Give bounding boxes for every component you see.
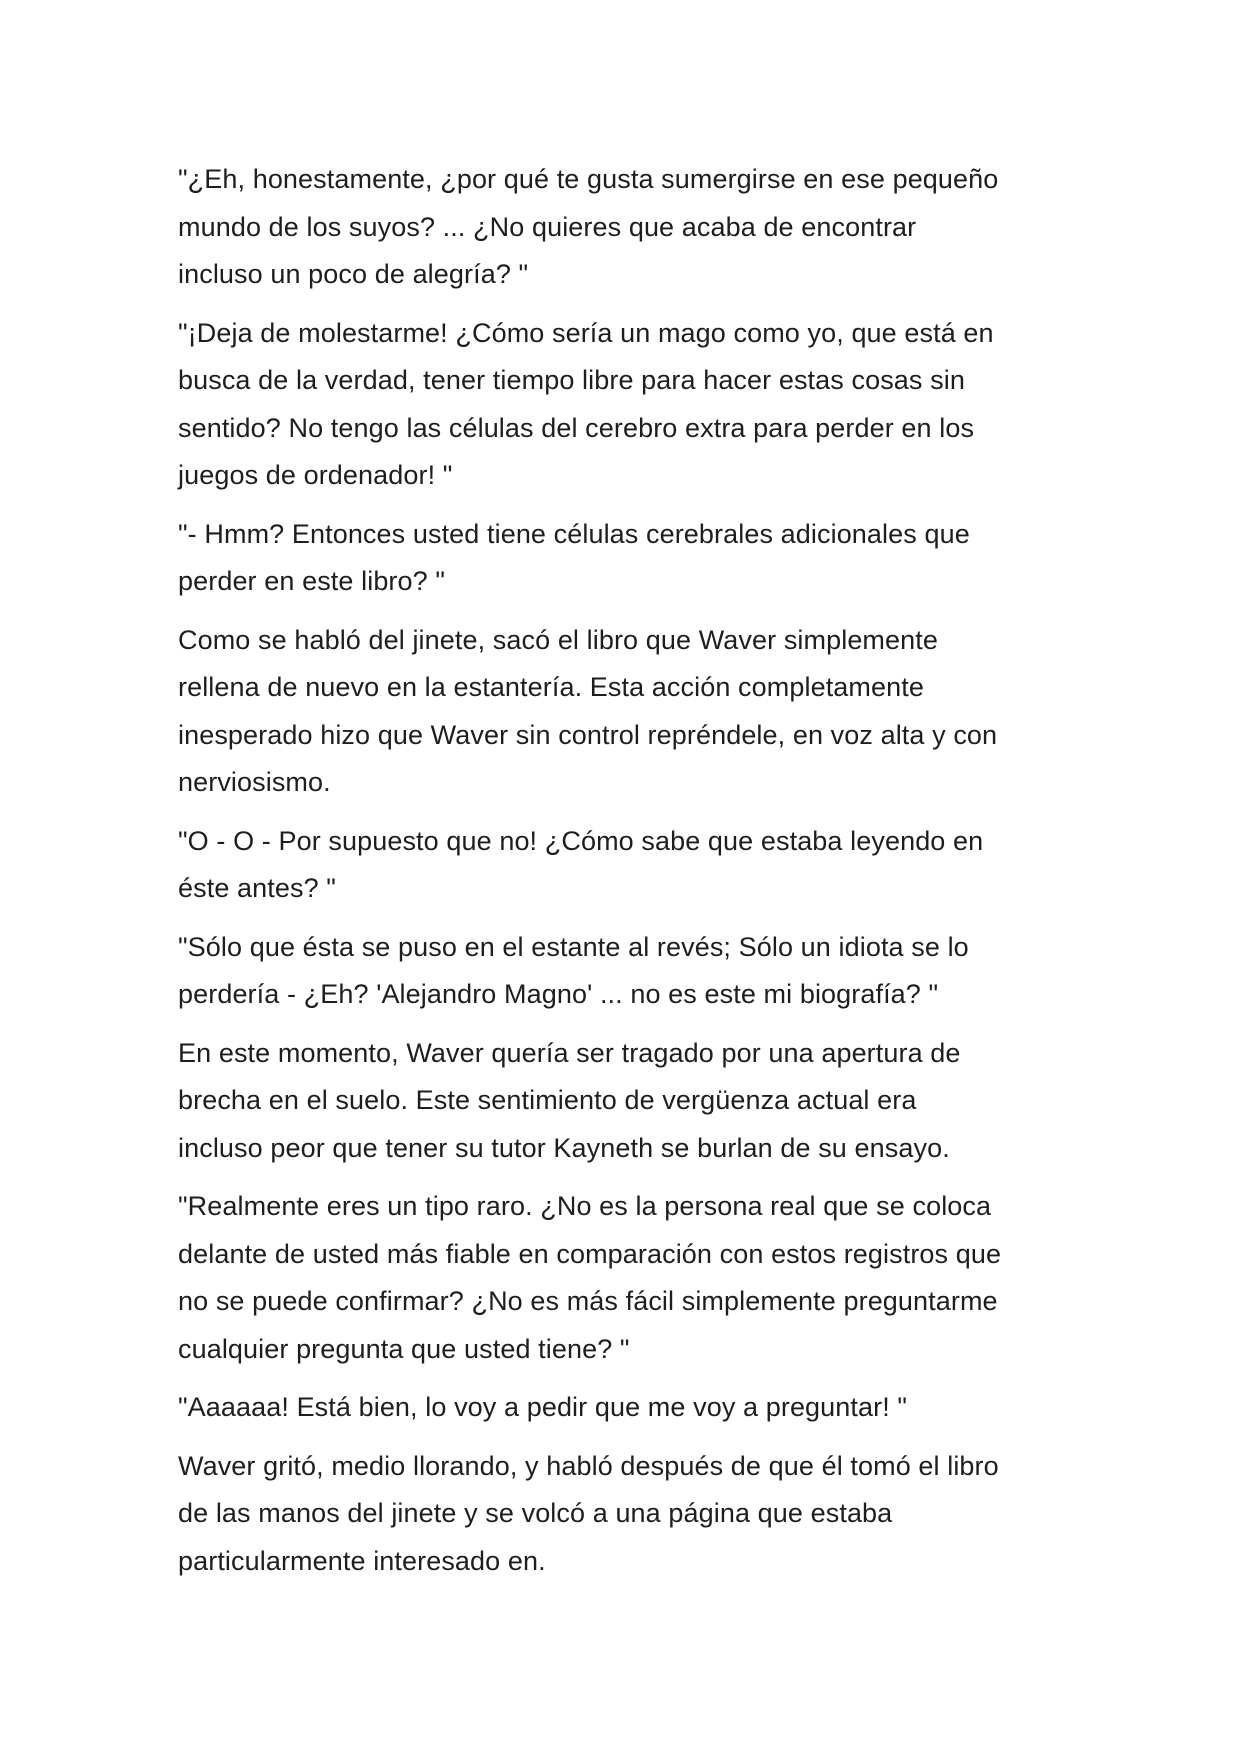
text-line: "¡Deja de molestarme! ¿Cómo sería un mago como yo, que está en xyxy=(178,317,994,348)
text-line: "¿Eh, honestamente, ¿por qué te gusta sumergirse en ese pequeño xyxy=(178,164,999,194)
text-line: delante de usted más fiable en comparación con estos registros que xyxy=(178,1238,1002,1269)
document-body xyxy=(178,156,1078,1596)
paragraph-2 xyxy=(178,310,1078,500)
text-line: de las manos del jinete y se volcó a una página que estaba xyxy=(178,1498,893,1528)
paragraph-8 xyxy=(178,1183,1078,1373)
paragraph-1 xyxy=(178,156,1078,299)
text-line: cualquier pregunta que usted tiene? " xyxy=(178,1333,630,1364)
paragraph-3 xyxy=(178,511,1078,606)
paragraph-10 xyxy=(178,1443,1078,1586)
text-line: mundo de los suyos? ... ¿No quieres que acaba de encontrar xyxy=(178,211,917,242)
text-line: éste antes? " xyxy=(178,873,336,903)
text-line: En este momento, Waver quería ser tragado por una apertura de xyxy=(178,1037,961,1068)
text-line: inesperado hizo que Waver sin control repréndele, en voz alta y con xyxy=(178,719,998,750)
paragraph-6 xyxy=(178,924,1078,1019)
text-line: particularmente interesado en. xyxy=(178,1545,546,1576)
text-line: "O - O - Por supuesto que no! ¿Cómo sabe que estaba leyendo en xyxy=(178,825,984,856)
paragraph-4 xyxy=(178,617,1078,807)
paragraph-9 xyxy=(178,1384,1078,1432)
text-line: "Aaaaaa! Está bien, lo voy a pedir que me voy a preguntar! " xyxy=(178,1392,908,1422)
text-line: no se puede confirmar? ¿No es más fácil simplemente preguntarme xyxy=(178,1286,998,1316)
text-line: busca de la verdad, tener tiempo libre para hacer estas cosas sin xyxy=(178,365,965,395)
text-line: "Realmente eres un tipo raro. ¿No es la persona real que se coloca xyxy=(178,1191,992,1221)
text-line: Waver gritó, medio llorando, y habló después de que él tomó el libro xyxy=(178,1450,999,1481)
text-line: nerviosismo. xyxy=(178,767,331,797)
paragraph-5 xyxy=(178,818,1078,913)
text-line: Como se habló del jinete, sacó el libro que Waver simplemente xyxy=(178,624,938,655)
text-line: "- Hmm? Entonces usted tiene células cerebrales adicionales que xyxy=(178,518,970,549)
paragraph-7 xyxy=(178,1030,1078,1173)
text-line: perder en este libro? " xyxy=(178,566,446,596)
text-line: juegos de ordenador! " xyxy=(178,460,453,490)
text-line: "Sólo que ésta se puso en el estante al revés; Sólo un idiota se lo xyxy=(178,931,969,962)
text-line: incluso peor que tener su tutor Kayneth se burlan de su ensayo. xyxy=(178,1132,950,1163)
text-line: brecha en el suelo. Este sentimiento de vergüenza actual era xyxy=(178,1085,917,1115)
text-line: perdería - ¿Eh? 'Alejandro Magno' ... no es este mi biografía? " xyxy=(178,979,939,1009)
text-line: rellena de nuevo en la estantería. Esta acción completamente xyxy=(178,672,924,702)
text-line: incluso un poco de alegría? " xyxy=(178,259,529,289)
text-line: sentido? No tengo las células del cerebro extra para perder en los xyxy=(178,412,975,443)
